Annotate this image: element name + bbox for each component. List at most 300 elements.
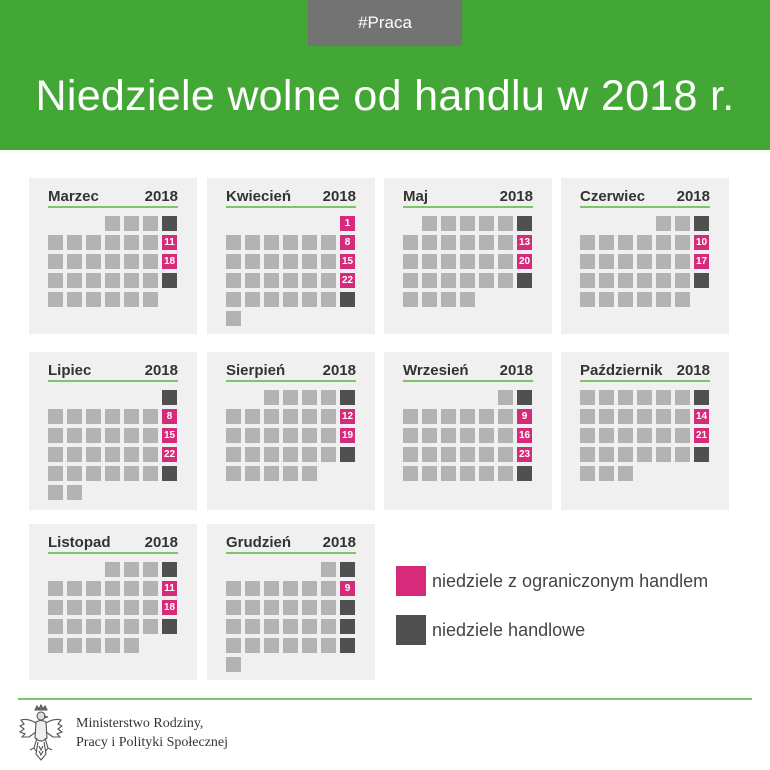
trading-sunday — [694, 390, 709, 405]
calendar-day — [580, 235, 595, 250]
trading-sunday — [694, 273, 709, 288]
restricted-sunday: 14 — [695, 411, 708, 422]
calendar-day — [245, 581, 260, 596]
calendar-day — [498, 390, 513, 405]
polish-eagle-emblem-icon — [18, 704, 64, 764]
calendar-day — [460, 409, 475, 424]
calendar-day — [105, 619, 120, 634]
calendar-day — [618, 447, 633, 462]
calendar-day — [124, 273, 139, 288]
calendar-day — [143, 409, 158, 424]
trading-sunday — [517, 390, 532, 405]
calendar-day — [321, 638, 336, 653]
footer-divider — [18, 698, 752, 700]
calendar-day — [321, 600, 336, 615]
calendar-day — [245, 254, 260, 269]
calendar-day — [226, 273, 241, 288]
calendar-day — [245, 619, 260, 634]
trading-sunday — [340, 600, 355, 615]
calendar-day — [637, 273, 652, 288]
calendar-day — [498, 254, 513, 269]
calendar-day — [245, 292, 260, 307]
calendar-day — [264, 292, 279, 307]
calendar-day — [105, 600, 120, 615]
calendar-day — [105, 235, 120, 250]
calendar-day — [302, 638, 317, 653]
calendar-day — [48, 292, 63, 307]
month-card — [29, 352, 197, 510]
calendar-day — [226, 311, 241, 326]
calendar-day — [105, 273, 120, 288]
month-card — [561, 178, 729, 334]
calendar-day — [498, 428, 513, 443]
calendar-day — [321, 254, 336, 269]
calendar-day — [105, 562, 120, 577]
calendar-day — [656, 428, 671, 443]
calendar-day — [124, 638, 139, 653]
restricted-sunday: 11 — [162, 581, 177, 596]
calendar-day — [580, 273, 595, 288]
calendar-day — [321, 619, 336, 634]
legend-restricted-label: niedziele z ograniczonym handlem — [432, 571, 709, 591]
calendar-day — [460, 216, 475, 231]
calendar-day — [264, 619, 279, 634]
calendar-day — [403, 273, 418, 288]
month-card — [384, 178, 552, 334]
calendar-day — [403, 409, 418, 424]
calendar-day — [143, 581, 158, 596]
restricted-sunday: 23 — [518, 449, 531, 460]
calendar-day — [105, 466, 120, 481]
calendar-day — [580, 428, 595, 443]
legend-restricted-swatch — [396, 566, 426, 596]
calendar-day — [580, 409, 595, 424]
calendar-day — [618, 273, 633, 288]
calendar-day — [599, 428, 614, 443]
restricted-sunday: 9 — [517, 409, 532, 424]
calendar-day — [48, 273, 63, 288]
calendar-day — [599, 292, 614, 307]
calendar-day — [498, 447, 513, 462]
calendar-day — [124, 562, 139, 577]
calendar-day — [302, 619, 317, 634]
calendar-day — [283, 409, 298, 424]
calendar-day — [105, 447, 120, 462]
calendar-day — [403, 292, 418, 307]
calendar-day — [283, 254, 298, 269]
calendar-day — [86, 447, 101, 462]
calendar-day — [479, 273, 494, 288]
calendar-day — [599, 466, 614, 481]
month-name: Październik — [580, 362, 663, 379]
trading-sunday — [162, 273, 177, 288]
calendar-day — [264, 447, 279, 462]
calendar-day — [105, 292, 120, 307]
calendar-day — [245, 428, 260, 443]
trading-sunday — [162, 619, 177, 634]
calendar-day — [124, 428, 139, 443]
month-year: 2018 — [676, 362, 710, 379]
calendar-day — [618, 409, 633, 424]
calendar-day — [675, 409, 690, 424]
calendar-day — [283, 428, 298, 443]
month-header — [580, 188, 710, 208]
calendar-day — [675, 292, 690, 307]
calendar-day — [48, 581, 63, 596]
calendar-day — [321, 390, 336, 405]
trading-sunday — [517, 273, 532, 288]
calendar-day — [302, 409, 317, 424]
calendar-day — [264, 638, 279, 653]
calendar-day — [656, 216, 671, 231]
calendar-day — [48, 254, 63, 269]
calendar-day — [403, 447, 418, 462]
calendar-day — [48, 235, 63, 250]
calendar-day — [264, 600, 279, 615]
trading-sunday — [162, 562, 177, 577]
month-header — [403, 362, 533, 382]
calendar-day — [245, 447, 260, 462]
month-header — [48, 362, 178, 382]
calendar-day — [441, 466, 456, 481]
month-header — [48, 188, 178, 208]
restricted-sunday: 18 — [163, 602, 176, 613]
calendar-day — [599, 254, 614, 269]
month-year: 2018 — [144, 188, 178, 205]
trading-sunday — [340, 619, 355, 634]
calendar-day — [283, 466, 298, 481]
restricted-sunday: 22 — [163, 449, 176, 460]
calendar-day — [637, 292, 652, 307]
calendar-day — [422, 216, 437, 231]
calendar-day — [441, 254, 456, 269]
ministry-line-2: Pracy i Polityki Społecznej — [76, 735, 229, 750]
calendar-day — [48, 447, 63, 462]
calendar-day — [441, 216, 456, 231]
trading-sunday — [340, 638, 355, 653]
calendar-day — [422, 428, 437, 443]
calendar-day — [403, 466, 418, 481]
calendar-day — [283, 447, 298, 462]
ministry-line-1: Ministerstwo Rodziny, — [76, 716, 204, 731]
month-card — [561, 352, 729, 510]
calendar-day — [441, 447, 456, 462]
calendar-day — [245, 273, 260, 288]
calendar-day — [283, 390, 298, 405]
calendar-day — [226, 600, 241, 615]
calendar-day — [618, 292, 633, 307]
calendar-day — [580, 447, 595, 462]
calendar-day — [143, 235, 158, 250]
calendar-day — [226, 428, 241, 443]
month-year: 2018 — [144, 534, 178, 551]
calendar-day — [143, 273, 158, 288]
calendar-day — [321, 562, 336, 577]
calendar-day — [675, 216, 690, 231]
calendar-day — [86, 409, 101, 424]
calendar-day — [675, 254, 690, 269]
month-name: Marzec — [48, 188, 99, 205]
month-card — [207, 178, 375, 334]
month-card — [207, 352, 375, 510]
calendar-day — [656, 292, 671, 307]
calendar-day — [321, 581, 336, 596]
calendar-day — [264, 428, 279, 443]
calendar-day — [48, 466, 63, 481]
calendar-day — [479, 428, 494, 443]
calendar-day — [86, 292, 101, 307]
calendar-day — [124, 619, 139, 634]
calendar-day — [86, 466, 101, 481]
hashtag-tag: #Praca — [308, 0, 462, 46]
calendar-day — [618, 235, 633, 250]
calendar-day — [580, 254, 595, 269]
restricted-sunday: 13 — [518, 237, 531, 248]
calendar-day — [48, 600, 63, 615]
month-name: Czerwiec — [580, 188, 646, 205]
calendar-day — [226, 409, 241, 424]
calendar-day — [124, 466, 139, 481]
calendar-day — [67, 447, 82, 462]
restricted-sunday: 8 — [162, 409, 177, 424]
restricted-sunday: 20 — [518, 256, 531, 267]
calendar-day — [105, 216, 120, 231]
calendar-day — [321, 273, 336, 288]
calendar-day — [283, 235, 298, 250]
restricted-sunday: 9 — [340, 581, 355, 596]
month-card — [29, 178, 197, 334]
calendar-day — [105, 428, 120, 443]
restricted-sunday: 15 — [163, 430, 176, 441]
calendar-day — [675, 428, 690, 443]
calendar-day — [321, 292, 336, 307]
calendar-day — [283, 292, 298, 307]
month-header — [580, 362, 710, 382]
month-header — [226, 534, 356, 554]
calendar-day — [67, 638, 82, 653]
calendar-day — [67, 292, 82, 307]
calendar-day — [460, 447, 475, 462]
calendar-day — [479, 216, 494, 231]
calendar-day — [422, 447, 437, 462]
calendar-day — [580, 390, 595, 405]
month-header — [403, 188, 533, 208]
calendar-day — [302, 292, 317, 307]
trading-sunday — [517, 216, 532, 231]
calendar-day — [422, 273, 437, 288]
calendar-day — [599, 390, 614, 405]
calendar-day — [86, 428, 101, 443]
calendar-day — [321, 428, 336, 443]
calendar-day — [67, 581, 82, 596]
calendar-day — [143, 428, 158, 443]
calendar-day — [143, 216, 158, 231]
calendar-day — [441, 428, 456, 443]
trading-sunday — [162, 390, 177, 405]
restricted-sunday: 18 — [163, 256, 176, 267]
month-year: 2018 — [499, 188, 533, 205]
calendar-day — [124, 447, 139, 462]
calendar-day — [86, 254, 101, 269]
month-name: Maj — [403, 188, 429, 205]
calendar-day — [618, 254, 633, 269]
calendar-day — [580, 466, 595, 481]
calendar-day — [675, 235, 690, 250]
calendar-day — [498, 466, 513, 481]
calendar-day — [302, 254, 317, 269]
calendar-day — [656, 254, 671, 269]
calendar-day — [226, 292, 241, 307]
calendar-day — [264, 390, 279, 405]
calendar-day — [226, 657, 241, 672]
trading-sunday — [517, 466, 532, 481]
calendar-day — [618, 428, 633, 443]
month-card — [384, 352, 552, 510]
calendar-day — [124, 216, 139, 231]
calendar-day — [67, 273, 82, 288]
calendar-day — [479, 466, 494, 481]
calendar-day — [302, 581, 317, 596]
calendar-day — [460, 273, 475, 288]
restricted-sunday: 21 — [695, 430, 708, 441]
calendar-day — [226, 619, 241, 634]
calendar-day — [124, 292, 139, 307]
calendar-day — [479, 254, 494, 269]
calendar-day — [264, 409, 279, 424]
calendar-day — [479, 447, 494, 462]
month-year: 2018 — [322, 362, 356, 379]
calendar-day — [302, 428, 317, 443]
calendar-day — [479, 235, 494, 250]
month-header — [226, 362, 356, 382]
calendar-day — [302, 390, 317, 405]
calendar-day — [498, 409, 513, 424]
calendar-day — [422, 235, 437, 250]
legend-trading-label: niedziele handlowe — [432, 620, 586, 640]
calendar-day — [675, 273, 690, 288]
calendar-day — [245, 638, 260, 653]
calendar-day — [498, 216, 513, 231]
calendar-day — [302, 466, 317, 481]
calendar-day — [479, 409, 494, 424]
calendar-day — [143, 254, 158, 269]
month-name: Sierpień — [226, 362, 286, 379]
legend-trading-swatch — [396, 615, 426, 645]
calendar-day — [245, 466, 260, 481]
calendar-day — [656, 273, 671, 288]
trading-sunday — [694, 216, 709, 231]
calendar-day — [321, 235, 336, 250]
calendar-day — [675, 390, 690, 405]
calendar-day — [422, 466, 437, 481]
calendar-day — [422, 292, 437, 307]
calendar-day — [124, 581, 139, 596]
calendar-day — [67, 428, 82, 443]
calendar-day — [441, 235, 456, 250]
trading-sunday — [162, 216, 177, 231]
calendar-day — [86, 273, 101, 288]
calendar-day — [264, 273, 279, 288]
calendar-day — [460, 466, 475, 481]
calendar-day — [599, 409, 614, 424]
calendar-day — [321, 409, 336, 424]
calendar-day — [656, 235, 671, 250]
calendar-day — [460, 428, 475, 443]
calendar-day — [67, 254, 82, 269]
calendar-day — [124, 409, 139, 424]
trading-sunday — [340, 292, 355, 307]
calendar-day — [67, 485, 82, 500]
calendar-day — [637, 390, 652, 405]
calendar-day — [48, 409, 63, 424]
calendar-day — [618, 390, 633, 405]
month-name: Listopad — [48, 534, 111, 551]
calendar-day — [637, 254, 652, 269]
calendar-day — [637, 428, 652, 443]
calendar-day — [498, 235, 513, 250]
month-card — [207, 524, 375, 680]
calendar-day — [105, 409, 120, 424]
month-name: Wrzesień — [403, 362, 469, 379]
calendar-day — [637, 235, 652, 250]
calendar-day — [264, 235, 279, 250]
calendar-day — [675, 447, 690, 462]
calendar-day — [143, 466, 158, 481]
calendar-day — [656, 409, 671, 424]
month-year: 2018 — [144, 362, 178, 379]
month-card — [29, 524, 197, 680]
calendar-day — [403, 235, 418, 250]
calendar-day — [143, 292, 158, 307]
calendar-day — [302, 447, 317, 462]
calendar-day — [460, 235, 475, 250]
calendar-day — [143, 619, 158, 634]
calendar-day — [245, 235, 260, 250]
calendar-day — [226, 638, 241, 653]
calendar-day — [105, 638, 120, 653]
restricted-sunday: 16 — [518, 430, 531, 441]
calendar-day — [656, 447, 671, 462]
month-name: Lipiec — [48, 362, 92, 379]
trading-sunday — [162, 466, 177, 481]
page-title: Niedziele wolne od handlu w 2018 r. — [35, 72, 735, 120]
month-name: Kwiecień — [226, 188, 292, 205]
calendar-day — [105, 581, 120, 596]
calendar-day — [48, 485, 63, 500]
calendar-day — [143, 600, 158, 615]
month-year: 2018 — [676, 188, 710, 205]
calendar-day — [321, 447, 336, 462]
calendar-day — [67, 600, 82, 615]
calendar-day — [498, 273, 513, 288]
calendar-day — [599, 235, 614, 250]
header-banner — [0, 0, 770, 150]
calendar-day — [105, 254, 120, 269]
calendar-day — [441, 292, 456, 307]
calendar-day — [67, 466, 82, 481]
month-year: 2018 — [322, 534, 356, 551]
calendar-day — [302, 600, 317, 615]
calendar-day — [283, 581, 298, 596]
calendar-day — [580, 292, 595, 307]
calendar-day — [302, 235, 317, 250]
calendar-day — [283, 273, 298, 288]
calendar-day — [67, 619, 82, 634]
month-header — [226, 188, 356, 208]
month-year: 2018 — [499, 362, 533, 379]
restricted-sunday: 19 — [341, 430, 354, 441]
month-year: 2018 — [322, 188, 356, 205]
